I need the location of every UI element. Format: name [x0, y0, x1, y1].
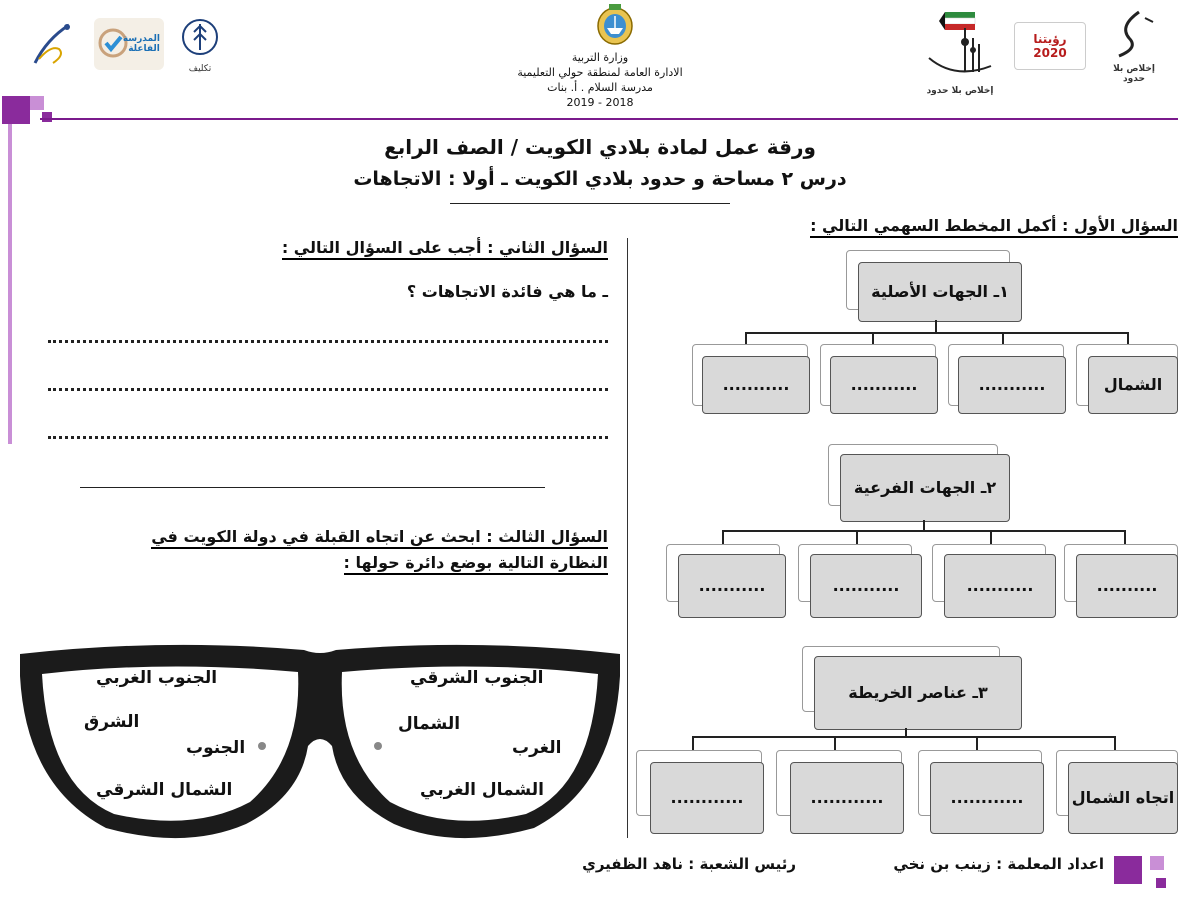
q1-prompt [810, 216, 1178, 235]
corner-decoration-left [2, 96, 30, 124]
kuwait-emblem [595, 2, 635, 46]
group1-child4-box[interactable]: ........... [702, 356, 810, 414]
group3-child4-box[interactable]: ............ [650, 762, 764, 834]
lesson-title: درس ٢ مساحة و حدود بلادي الكويت ـ أولا : الاتجاهات [353, 168, 847, 190]
q2-prompt-text: السؤال الثاني : أجب على السؤال التالي : [282, 238, 608, 260]
q3-prompt [68, 524, 608, 576]
section-separator [80, 487, 545, 488]
group3-title-box: ٣ـ عناصر الخريطة [814, 656, 1022, 730]
logo-takleef-label: تكليف [188, 64, 212, 74]
kuwait-towers-icon [925, 8, 995, 80]
answer-line-2[interactable] [48, 386, 608, 391]
answer-line-3[interactable] [48, 434, 608, 439]
option-south[interactable]: الجنوب [186, 738, 246, 758]
kuwait-emblem-icon [595, 2, 635, 46]
ministry-header [470, 50, 730, 110]
worksheet-title: ورقة عمل لمادة بلادي الكويت / الصف الرابع [384, 135, 816, 159]
option-northwest[interactable]: الشمال الغربي [420, 780, 544, 800]
option-east[interactable]: الشرق [84, 712, 140, 732]
group2-child2-box[interactable]: ........... [944, 554, 1056, 618]
group2-child3-box[interactable]: ........... [810, 554, 922, 618]
corner-decoration-bottom-right [1114, 856, 1142, 884]
group1-title-box: ١ـ الجهات الأصلية [858, 262, 1022, 322]
title-underline [450, 203, 730, 204]
q3-prompt-line2: النظارة التالية بوضع دائرة حولها : [344, 553, 608, 575]
right-nose-pad [374, 742, 382, 750]
group2-drop-1 [1124, 530, 1126, 544]
runner-icon [29, 19, 75, 67]
group1-child1-box: الشمال [1088, 356, 1178, 414]
option-west[interactable]: الغرب [512, 738, 562, 758]
group2-title-box: ٢ـ الجهات الفرعية [840, 454, 1010, 522]
group2-child1-box[interactable]: .......... [1076, 554, 1178, 618]
logo-vision-2020 [1014, 22, 1086, 70]
logo-effective-school-label: المدرسة الفاعلة [122, 34, 160, 54]
corner-decoration-left-small [42, 112, 52, 122]
q2-question: ـ ما هي فائدة الاتجاهات ؟ [406, 282, 608, 301]
logo-sincerity [1104, 8, 1164, 84]
option-north[interactable]: الشمال [398, 714, 461, 734]
option-southeast[interactable]: الجنوب الشرقي [410, 668, 544, 688]
group1-drop-2 [1002, 332, 1004, 344]
logo-takleef [178, 18, 222, 74]
group2-drop-2 [990, 530, 992, 544]
group1-drop-1 [1127, 332, 1129, 344]
emblem-icon [181, 18, 219, 56]
side-stripe [8, 124, 12, 444]
logo-skyline [925, 8, 995, 96]
calligraphy-icon [1109, 8, 1159, 60]
school-name: مدرسة السلام . أ. بنات [547, 81, 653, 94]
group2-child4-box[interactable]: ........... [678, 554, 786, 618]
group3-drop-1 [1114, 736, 1116, 750]
logo-effective-school [94, 18, 164, 70]
group1-drop-3 [872, 332, 874, 344]
corner-decoration-bottom-right-small [1156, 878, 1166, 888]
logo-runner [28, 18, 76, 68]
column-divider [627, 238, 628, 838]
group3-drop-3 [834, 736, 836, 750]
group1-child3-box[interactable]: ........... [830, 356, 938, 414]
teacher-credit: اعداد المعلمة : زينب بن نخي [893, 855, 1104, 873]
group3-child1-box: اتجاه الشمال [1068, 762, 1178, 834]
group1-drop-4 [745, 332, 747, 344]
school-year: 2018 - 2019 [566, 96, 634, 109]
directorate-name: الادارة العامة لمنطقة حولي التعليمية [517, 66, 683, 79]
group2-drop-4 [722, 530, 724, 544]
answer-line-1[interactable] [48, 338, 608, 343]
logo-skyline-label: إخلاص بلا حدود [926, 86, 994, 96]
group2-drop-3 [856, 530, 858, 544]
group1-hbar [745, 332, 1129, 334]
option-northeast[interactable]: الشمال الشرقي [96, 780, 233, 800]
logo-sincerity-label: إخلاص بلا حدود [1113, 64, 1155, 84]
option-southwest[interactable]: الجنوب الغربي [96, 668, 218, 688]
left-nose-pad [258, 742, 266, 750]
group1-child2-box[interactable]: ........... [958, 356, 1066, 414]
logo-vision-label: رؤيتنا 2020 [1033, 32, 1067, 60]
q1-prompt-text: السؤال الأول : أكمل المخطط السهمي التالي : [810, 216, 1178, 238]
group3-hbar [692, 736, 1116, 738]
department-head-credit: رئيس الشعبة : ناهد الظفيري [582, 855, 796, 873]
header-rule [40, 118, 1178, 120]
corner-decoration-left-light [30, 96, 44, 110]
q3-prompt-line1: السؤال الثالث : ابحث عن اتجاه القبلة في دولة الكويت في [151, 527, 608, 549]
group3-child3-box[interactable]: ............ [790, 762, 904, 834]
group3-child2-box[interactable]: ............ [930, 762, 1044, 834]
corner-decoration-bottom-right-light [1150, 856, 1164, 870]
group3-drop-2 [976, 736, 978, 750]
q2-prompt [282, 238, 608, 257]
ministry-name: وزارة التربية [571, 51, 629, 64]
group1-stem [935, 320, 937, 332]
group2-hbar [722, 530, 1126, 532]
group3-drop-4 [692, 736, 694, 750]
